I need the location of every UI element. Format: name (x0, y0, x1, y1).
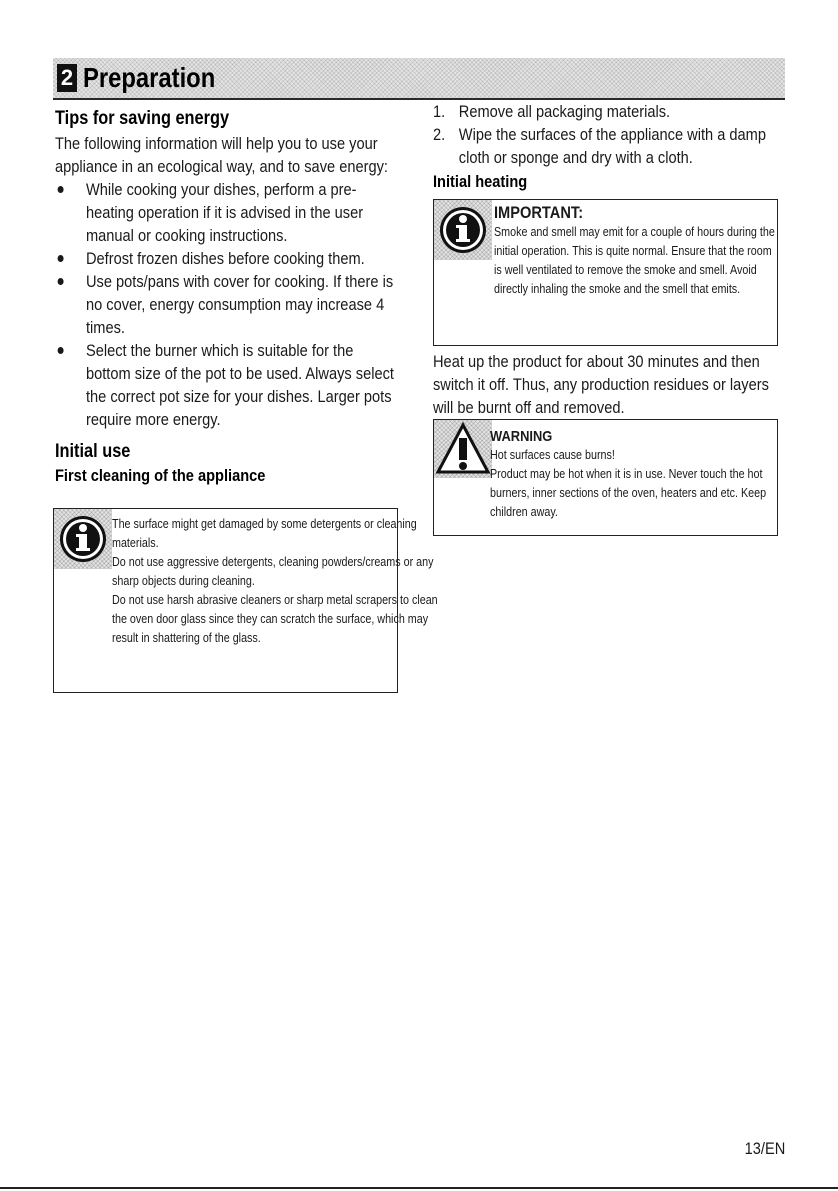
initial-use-heading: Initial use (55, 441, 131, 462)
notice-line: Do not use harsh abrasive cleaners or sharp metal scrapers to clean the oven door glass since they can scratch the surface, which may result in shattering of the glass. (112, 593, 438, 645)
bullet-icon (58, 278, 64, 285)
warning-line: Hot surfaces cause burns! (490, 448, 615, 462)
heat-up-paragraph (433, 350, 778, 419)
list-item: Defrost frozen dishes before cooking them. (55, 247, 397, 270)
warning-title: WARNING (490, 428, 553, 445)
info-icon (434, 200, 492, 260)
page-number: 13/EN (744, 1139, 785, 1158)
chapter-header (53, 58, 785, 100)
important-text: Smoke and smell may emit for a couple of hours during the initial operation. This is quite normal. Ensure that the room is well ventilated to remove the smoke and smell. Avoid directly inhaling the smoke and the smell that emits. (494, 225, 775, 296)
warning-line: Product may be hot when it is in use. Never touch the hot burners, inner sections of the oven, heaters and etc. Keep children away. (490, 467, 767, 519)
tips-intro: The following information will help you to use your appliance in an ecological way, and to save energy: (55, 134, 388, 176)
notice-line: The surface might get damaged by some detergents or cleaning materials. (112, 517, 417, 550)
warning-triangle-icon (434, 420, 492, 478)
bullet-icon (58, 347, 64, 354)
bullet-icon (58, 255, 64, 262)
bullet-icon (58, 186, 64, 193)
initial-heating-heading: Initial heating (433, 172, 528, 191)
list-item: While cooking your dishes, perform a pre-heating operation if it is advised in the user manual or cooking instructions. (55, 178, 397, 247)
list-item: 1. Remove all packaging materials. (433, 102, 671, 121)
cleaning-steps (433, 100, 777, 169)
tips-heading: Tips for saving energy (55, 108, 230, 129)
chapter-title: Preparation (83, 62, 216, 93)
left-column (55, 108, 398, 486)
first-cleaning-heading: First cleaning of the appliance (55, 466, 266, 485)
right-column (433, 100, 778, 192)
info-icon (54, 509, 112, 569)
tips-list (55, 178, 397, 431)
notice-line: Do not use aggressive detergents, cleaning powders/creams or any sharp objects during cleaning. (112, 555, 434, 588)
warning-notice (433, 419, 778, 536)
important-notice (433, 199, 778, 346)
heat-up-text: Heat up the product for about 30 minutes and then switch it off. Thus, any production residues or layers will be burnt off and removed. (433, 352, 769, 417)
chapter-number: 2 (57, 64, 77, 92)
list-item: Select the burner which is suitable for the bottom size of the pot to be used. Always select the correct pot size for your dishes. Larger pots require more energy. (55, 339, 397, 431)
list-item: Use pots/pans with cover for cooking. If there is no cover, energy consumption may increase 4 times. (55, 270, 397, 339)
footer-divider (0, 1187, 838, 1189)
important-title: IMPORTANT: (494, 203, 584, 222)
cleaning-notice (53, 508, 438, 693)
list-item: 2. Wipe the surfaces of the appliance with a damp cloth or sponge and dry with a cloth. (433, 125, 766, 167)
